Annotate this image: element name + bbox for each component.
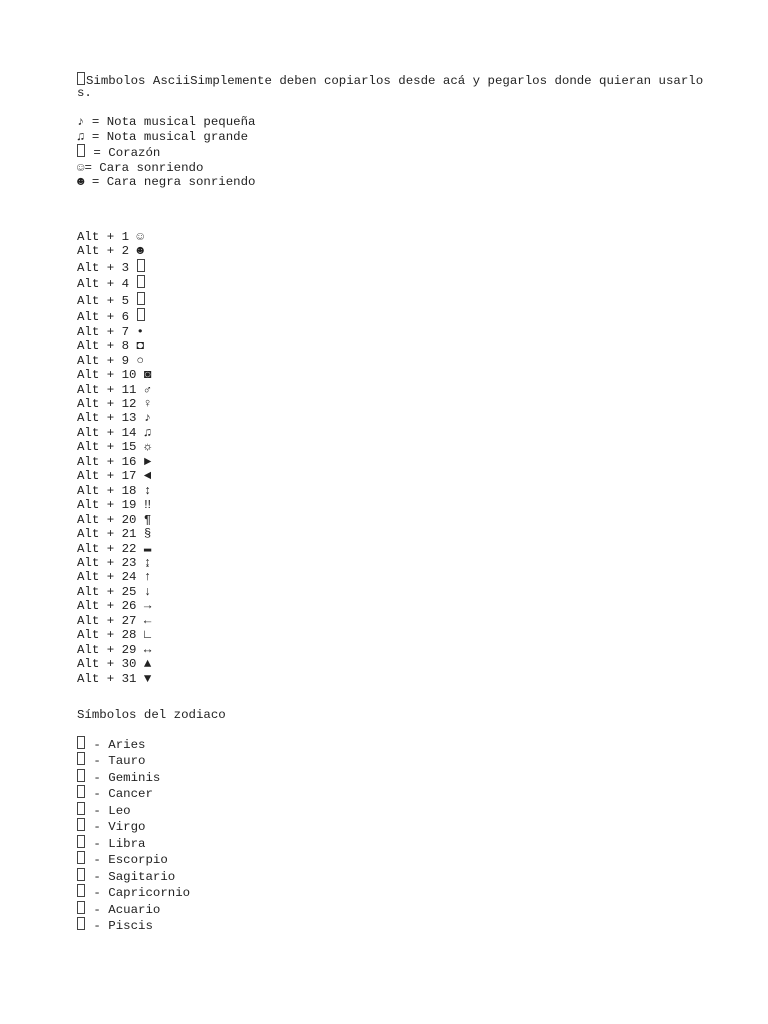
missing-glyph-icon — [77, 868, 85, 881]
alt-code-row — [77, 308, 151, 324]
missing-glyph-icon — [77, 835, 85, 848]
alt-code-label: Alt + 7 — [77, 324, 137, 339]
zodiac-text: - Geminis — [86, 770, 161, 785]
alt-code-label: Alt + 11 — [77, 382, 144, 397]
alt-code-row — [77, 599, 151, 613]
missing-glyph-icon — [77, 851, 85, 864]
alt-code-symbol: ↑ — [143, 570, 152, 585]
alt-codes-list — [77, 230, 151, 686]
alt-code-label: Alt + 23 — [77, 555, 144, 570]
alt-code-label: Alt + 4 — [77, 277, 137, 292]
zodiac-list — [77, 736, 190, 933]
alt-code-label: Alt + 14 — [77, 425, 144, 440]
alt-code-symbol: ↓ — [143, 584, 152, 599]
alt-code-row — [77, 259, 151, 275]
alt-code-label: Alt + 19 — [77, 498, 144, 513]
zodiac-text: - Leo — [86, 803, 131, 818]
alt-code-row — [77, 455, 151, 469]
alt-code-symbol: § — [143, 527, 152, 542]
alt-code-label: Alt + 1 — [77, 230, 137, 244]
zodiac-row — [77, 752, 190, 768]
note-row — [77, 130, 255, 145]
alt-code-row — [77, 672, 151, 686]
zodiac-text: - Aries — [86, 738, 146, 752]
zodiac-text: - Virgo — [86, 820, 146, 835]
alt-code-label: Alt + 13 — [77, 411, 144, 426]
missing-glyph-icon — [77, 917, 85, 930]
alt-code-label: Alt + 30 — [77, 657, 144, 672]
alt-code-label: Alt + 2 — [77, 244, 137, 259]
zodiac-row — [77, 785, 190, 801]
alt-code-label: Alt + 25 — [77, 584, 144, 599]
zodiac-row — [77, 917, 190, 933]
alt-code-row — [77, 397, 151, 411]
zodiac-row — [77, 818, 190, 834]
alt-code-symbol: ☼ — [143, 440, 152, 455]
alt-code-symbol: ☺ — [136, 230, 144, 244]
alt-code-symbol: ◙ — [143, 368, 152, 383]
note-row — [77, 144, 255, 161]
missing-glyph-icon — [77, 752, 85, 765]
missing-glyph-icon — [77, 736, 85, 749]
note-row — [77, 161, 255, 176]
note-symbol: ☻ — [77, 175, 85, 189]
alt-code-symbol: ♂ — [143, 382, 152, 397]
alt-code-row — [77, 469, 151, 483]
alt-code-symbol: ♀ — [143, 396, 152, 411]
note-row — [77, 115, 255, 130]
alt-code-label: Alt + 20 — [77, 512, 144, 527]
alt-code-symbol: • — [136, 324, 144, 339]
alt-code-row — [77, 614, 151, 628]
alt-code-symbol: ☻ — [136, 244, 144, 259]
missing-glyph-icon — [137, 275, 145, 288]
alt-code-row — [77, 628, 151, 642]
alt-code-label: Alt + 16 — [77, 454, 144, 469]
missing-glyph-icon — [77, 884, 85, 897]
note-text: = Nota musical grande — [84, 129, 249, 144]
alt-code-symbol: ▼ — [143, 671, 152, 686]
alt-code-row — [77, 230, 151, 244]
alt-code-symbol: ← — [143, 613, 152, 628]
alt-code-row — [77, 325, 151, 339]
note-text: = Nota musical pequeña — [84, 115, 256, 129]
alt-code-symbol: ○ — [136, 353, 144, 368]
alt-code-label: Alt + 27 — [77, 613, 144, 628]
alt-code-label: Alt + 3 — [77, 260, 137, 275]
alt-code-row — [77, 570, 151, 584]
missing-glyph-icon — [77, 802, 85, 815]
alt-code-row — [77, 513, 151, 527]
alt-code-row — [77, 542, 151, 556]
alt-code-label: Alt + 24 — [77, 570, 144, 585]
alt-code-label: Alt + 21 — [77, 527, 144, 542]
alt-code-label: Alt + 28 — [77, 628, 144, 643]
alt-code-label: Alt + 29 — [77, 642, 144, 657]
alt-code-symbol: ↨ — [143, 555, 152, 570]
zodiac-row — [77, 802, 190, 818]
zodiac-row — [77, 769, 190, 785]
alt-code-symbol: ♪ — [143, 411, 152, 426]
missing-glyph-icon — [77, 818, 85, 831]
alt-code-label: Alt + 12 — [77, 396, 144, 411]
note-text: = Corazón — [86, 146, 161, 160]
missing-glyph-icon — [137, 308, 145, 321]
zodiac-row — [77, 851, 190, 867]
zodiac-text: - Sagitario — [86, 869, 176, 884]
zodiac-row — [77, 868, 190, 884]
alt-code-symbol: ¶ — [143, 512, 152, 527]
alt-code-label: Alt + 22 — [77, 541, 144, 556]
missing-glyph-icon — [137, 259, 145, 272]
alt-code-label: Alt + 17 — [77, 469, 144, 484]
zodiac-text: - Cancer — [86, 787, 153, 802]
note-text: = Cara sonriendo — [84, 160, 204, 175]
note-symbol: ♫ — [77, 129, 85, 144]
alt-code-label: Alt + 8 — [77, 339, 137, 354]
zodiac-text: - Escorpio — [86, 853, 168, 868]
alt-code-row — [77, 585, 151, 599]
missing-glyph-icon — [77, 72, 85, 85]
alt-code-symbol: ♫ — [143, 425, 152, 440]
notes-list — [77, 115, 255, 190]
zodiac-row — [77, 901, 190, 917]
intro-line-1 — [77, 72, 703, 88]
alt-code-row — [77, 275, 151, 291]
missing-glyph-icon — [77, 901, 85, 914]
missing-glyph-icon — [77, 785, 85, 798]
alt-code-symbol: ∟ — [143, 628, 152, 643]
alt-code-row — [77, 383, 151, 397]
alt-code-symbol: ◘ — [136, 339, 144, 354]
alt-code-label: Alt + 31 — [77, 671, 144, 686]
alt-code-row — [77, 440, 151, 454]
intro-text: Simbolos AsciiSimplemente deben copiarlos desde acá y pegarlos donde quieran usarlo — [86, 74, 704, 88]
alt-code-row — [77, 527, 151, 541]
alt-code-symbol: → — [143, 599, 152, 614]
missing-glyph-icon — [77, 144, 85, 157]
alt-code-label: Alt + 9 — [77, 353, 137, 368]
alt-code-row — [77, 339, 151, 353]
alt-code-label: Alt + 6 — [77, 310, 137, 325]
alt-code-row — [77, 498, 151, 512]
zodiac-row — [77, 884, 190, 900]
alt-code-symbol: ▬ — [143, 541, 152, 556]
note-symbol: ☺ — [77, 160, 85, 175]
alt-code-symbol: ► — [143, 454, 152, 469]
zodiac-text: - Libra — [86, 836, 146, 851]
alt-code-label: Alt + 26 — [77, 599, 144, 614]
zodiac-text: - Piscis — [86, 918, 153, 933]
note-row — [77, 175, 255, 190]
missing-glyph-icon — [77, 769, 85, 782]
zodiac-row — [77, 736, 190, 752]
alt-code-symbol: ↕ — [143, 483, 152, 498]
alt-code-label: Alt + 10 — [77, 368, 144, 383]
zodiac-row — [77, 835, 190, 851]
alt-code-row — [77, 292, 151, 308]
zodiac-text: - Tauro — [86, 754, 146, 769]
alt-code-symbol: ‼ — [143, 498, 152, 513]
intro-line-2: s. — [77, 86, 92, 100]
alt-code-row — [77, 484, 151, 498]
alt-code-label: Alt + 5 — [77, 293, 137, 308]
alt-code-symbol: ↔ — [143, 642, 152, 657]
alt-code-row — [77, 643, 151, 657]
alt-code-symbol: ◄ — [143, 469, 152, 484]
zodiac-text: - Capricornio — [86, 886, 191, 901]
alt-code-row — [77, 411, 151, 425]
alt-code-row — [77, 657, 151, 671]
alt-code-symbol: ▲ — [143, 657, 152, 672]
alt-code-row — [77, 368, 151, 382]
note-symbol: ♪ — [77, 115, 85, 129]
alt-code-row — [77, 426, 151, 440]
alt-code-row — [77, 556, 151, 570]
alt-code-label: Alt + 18 — [77, 483, 144, 498]
alt-code-row — [77, 354, 151, 368]
alt-code-label: Alt + 15 — [77, 440, 144, 455]
alt-code-row — [77, 244, 151, 258]
zodiac-title: Símbolos del zodiaco — [77, 708, 226, 722]
missing-glyph-icon — [137, 292, 145, 305]
zodiac-text: - Acuario — [86, 902, 161, 917]
note-text: = Cara negra sonriendo — [84, 175, 256, 189]
